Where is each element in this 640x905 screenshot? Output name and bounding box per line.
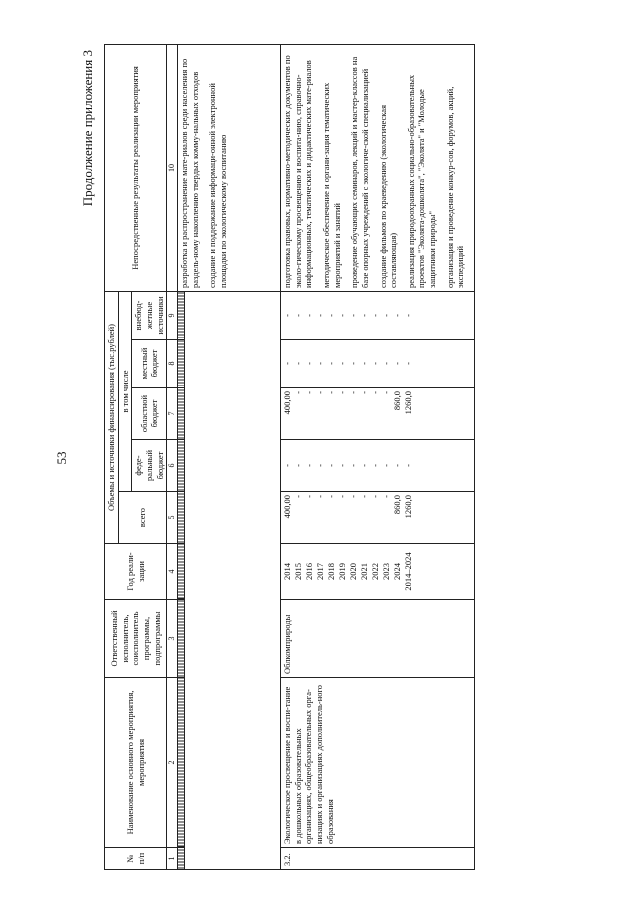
hatch-cell <box>178 440 185 492</box>
result-item: организация и проведение конкур-сов, форумов, акций, экспедиций <box>444 86 466 288</box>
header-name: Наименование основного мероприятия, мероприятия <box>105 678 167 848</box>
page-number: 53 <box>54 451 69 465</box>
hatch-cell <box>178 544 185 600</box>
header-num: № п/п <box>105 848 167 870</box>
column-number: 10 <box>167 44 178 291</box>
row-num: 3.2. <box>281 848 475 870</box>
column-number: 1 <box>167 848 178 870</box>
result-item: разработка и распространение мате-риалов среди населения по раздель-ному накоплению твердых комму-нальных отходов <box>179 58 200 288</box>
column-number: 7 <box>167 388 178 440</box>
header-local: местный бюджет <box>132 340 167 388</box>
row-responsible: Облкомприроды <box>281 600 475 678</box>
row-regional: 400,00 - - - - - - - - - 860,0 1260,0 <box>281 388 475 440</box>
row-years: 2014 2015 2016 2017 2018 2019 2020 2021 2022 2023 2024 2014–2024 <box>281 544 475 600</box>
column-number: 3 <box>167 600 178 678</box>
row-results <box>281 44 475 291</box>
result-item: создание и поддержание информаци-онной электронной площадки по экологическому воспитанию <box>207 83 228 288</box>
header-year: Год реали-зации <box>105 544 167 600</box>
result-item: проведение обучающих семинаров, лекций и мастер-классов на базе опорных учреждений с экологиче-ской специализацией <box>349 56 370 288</box>
prior-results-cell <box>178 44 281 291</box>
header-total: всего <box>118 492 167 544</box>
row-total: 400,00 - - - - - - - - - 860,0 1260,0 <box>281 492 475 544</box>
row-federal: - - - - - - - - - - - - <box>281 440 475 492</box>
rotated-table-page <box>80 40 610 870</box>
row-name: Экологическое просвещение и воспи-тание в дошкольных образовательных организациях, общеобразовательных орга-низациях и организациях дополнитель-ного образования <box>281 678 475 848</box>
column-number: 8 <box>167 340 178 388</box>
prior-empty-cell <box>185 291 281 869</box>
hatch-cell <box>178 492 185 544</box>
result-item: методическое обеспечение и органи-зация тематических мероприятий и занятий <box>321 82 342 288</box>
funding-table <box>104 44 475 870</box>
column-number: 9 <box>167 291 178 339</box>
column-number: 2 <box>167 678 178 848</box>
hatch-cell <box>178 848 185 870</box>
column-number: 4 <box>167 544 178 600</box>
result-item: подготовка правовых, нормативно-методических документов по эколо-гическому просвещению и воспита-нию, справочно-информационных, тематических и дидактических мате-риалов <box>282 55 314 288</box>
result-item: реализация природоохранных социально-образовательных проектов "Эколята-дошколята", "Эколята" и "Молодые защитники природы" <box>405 74 437 288</box>
result-item: создание фильмов по краеведению (экологическая составляющая) <box>377 105 399 288</box>
header-results: Непосредственные результаты реализации мероприятия <box>105 44 167 291</box>
hatch-cell <box>178 388 185 440</box>
prior-row <box>178 44 185 869</box>
hatch-cell <box>178 678 185 848</box>
header-funding: Объемы и источники финансирования (тыс.рублей) <box>105 291 119 543</box>
hatch-cell <box>178 600 185 678</box>
header-including: в том числе <box>118 291 132 491</box>
hatch-cell <box>178 340 185 388</box>
header-responsible: Ответственный исполнитель, соисполнитель программы, подпрограммы <box>105 600 167 678</box>
column-number: 6 <box>167 440 178 492</box>
hatch-cell <box>178 291 185 339</box>
header-federal: феде-ральный бюджет <box>132 440 167 492</box>
row-extra: - - - - - - - - - - - - <box>281 291 475 339</box>
header-extra: внебюд-жетные источники <box>132 291 167 339</box>
header-regional: областной бюджет <box>132 388 167 440</box>
table-row <box>281 44 475 869</box>
row-local: - - - - - - - - - - - - <box>281 340 475 388</box>
continuation-label: Продолжение приложения 3 <box>80 50 95 207</box>
column-number: 5 <box>167 492 178 544</box>
